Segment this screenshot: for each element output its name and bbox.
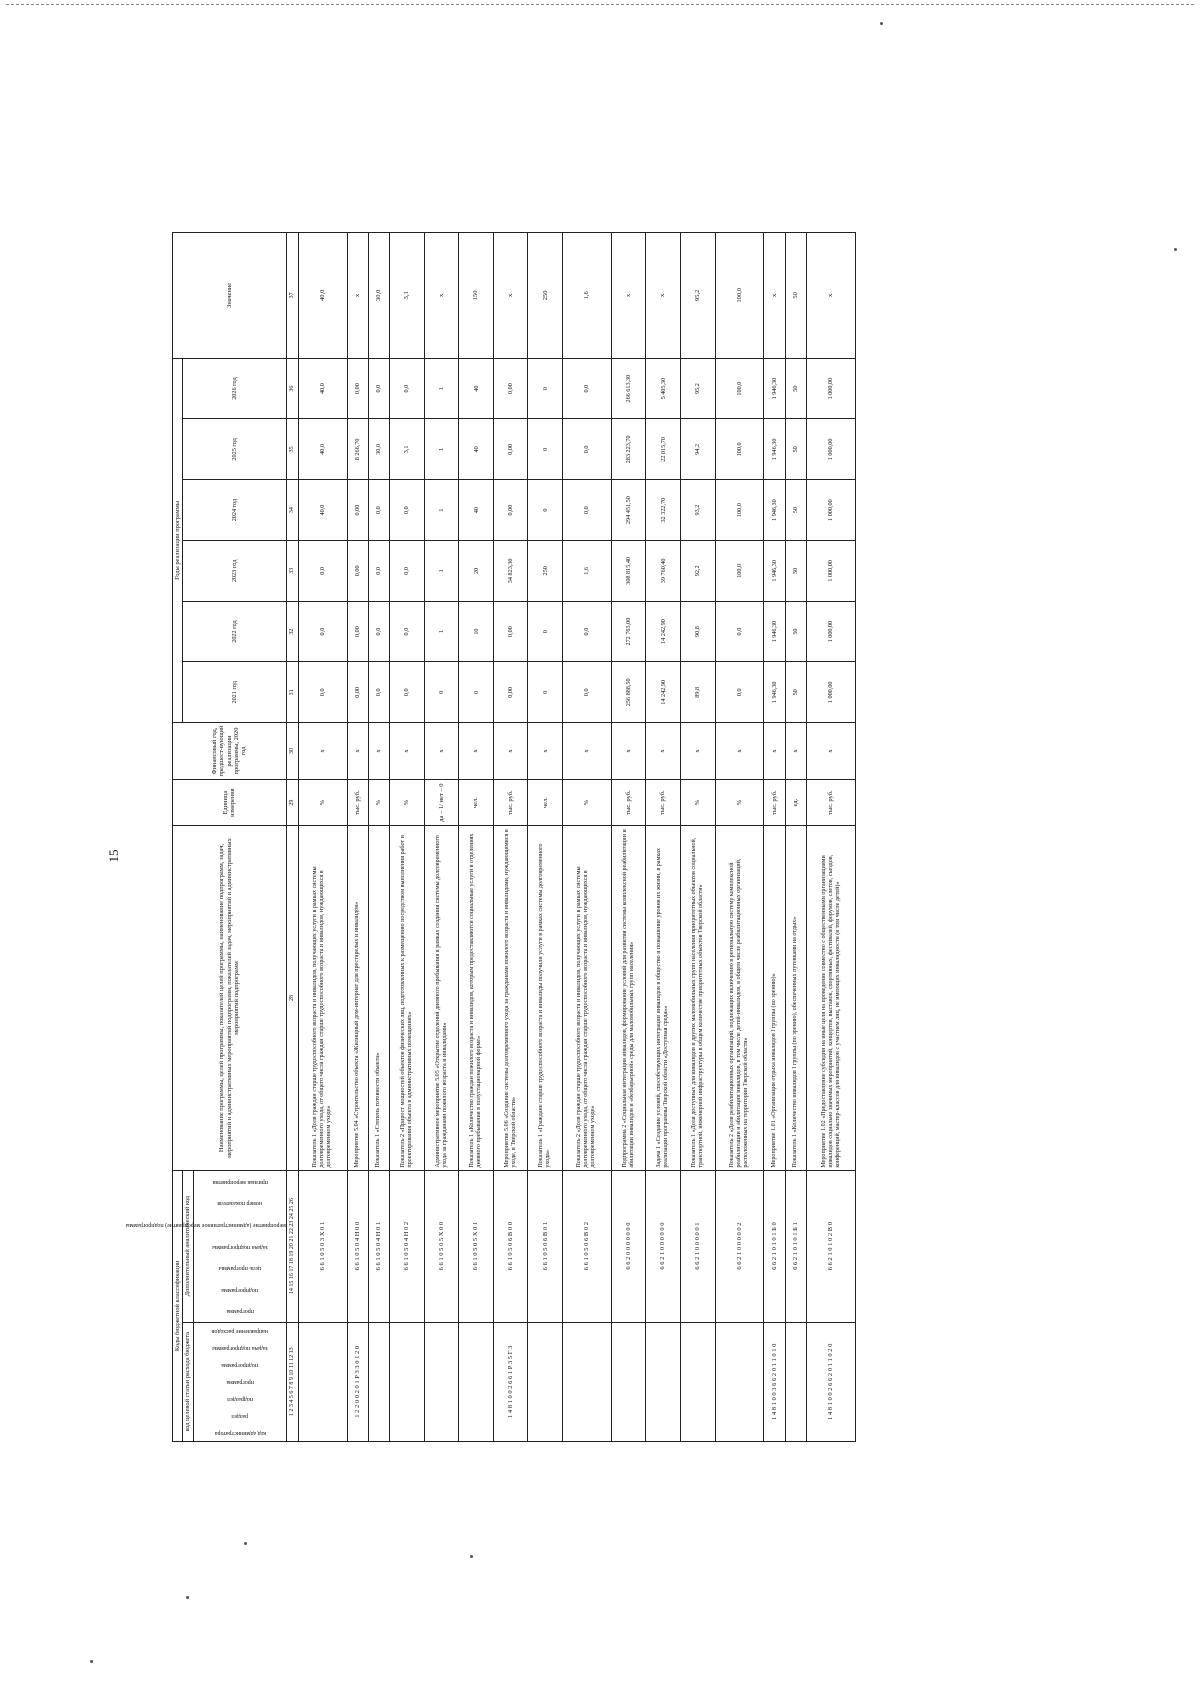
table-row (563, 233, 612, 1442)
year-header: 2024 год (183, 480, 286, 541)
scan-speck (90, 1660, 93, 1663)
year-value-cell: 8 266,70 (347, 419, 368, 480)
year-value-cell: 0,0 (563, 419, 612, 480)
additional-code-cell: 6 6 1 0 5 0 4 Н 0 1 (368, 1170, 389, 1322)
table-row (368, 233, 389, 1442)
additional-code-header: Дополнительный аналитический код (183, 1170, 193, 1322)
year-value-cell: 100,0 (715, 419, 764, 480)
additional-code-cell: 6 6 2 1 0 1 0 2 В 0 (807, 1170, 856, 1322)
year-value-cell: 0,0 (368, 540, 389, 601)
row-name-cell: Мероприятие 5.06 «Создание системы долговременного ухода за гражданами пожилого возраста и инвалидами, нуждающимися в уходе, в Тверской области» (493, 826, 528, 1170)
column-number: 32 (286, 601, 298, 662)
target-value-cell: х (347, 233, 368, 359)
year-value-cell: 1,6 (563, 540, 612, 601)
year-value-cell: 0,0 (390, 358, 425, 419)
column-number: 37 (286, 233, 298, 359)
table-row (785, 233, 806, 1442)
row-name-cell: Мероприятие 1.01 «Организация отдыха инвалидов I группы (по зрению)» (764, 826, 785, 1170)
target-value-cell: 150 (459, 233, 494, 359)
year-value-cell: 1 000,00 (807, 419, 856, 480)
fin-year-cell: х (807, 723, 856, 780)
year-value-cell: 50 (785, 419, 806, 480)
scan-speck (244, 1542, 247, 1545)
additional-code-cell: 6 6 1 0 5 0 4 Н 0 2 (390, 1170, 425, 1322)
row-name-cell: Показатель 2 «Доля реабилитационных организаций, подлежащих включению в региональную систему комплексной реабилитации и абилитации инвалидов, в том числе детей-инвалидов, в общем числе реабилитационных организаций, расположенных на территории Тверской области» (715, 826, 764, 1170)
budget-code-cell (298, 1322, 347, 1441)
year-value-cell: 0,00 (493, 419, 528, 480)
year-value-cell: 1 000,00 (807, 540, 856, 601)
budget-code-cell: 1 2 2 0 0 2 0 1 Р 3 3 0 1 2 0 (347, 1322, 368, 1441)
year-value-cell: 0 (528, 480, 563, 541)
year-value-cell: 1 (424, 480, 459, 541)
year-value-cell: 92,2 (681, 540, 716, 601)
target-value-cell: 250 (528, 233, 563, 359)
budget-code-cell (528, 1322, 563, 1441)
year-value-cell: 0,0 (563, 662, 612, 723)
year-value-cell: 256 888,50 (611, 662, 646, 723)
unit-cell: да – 1/ нет – 0 (424, 779, 459, 826)
year-value-cell: 14 242,90 (646, 662, 681, 723)
fin-year-cell: х (347, 723, 368, 780)
year-value-cell: 10 (459, 601, 494, 662)
budget-code-cell: 1 4 8 1 0 0 2 6 6 1 Р 3 5 Г 3 (493, 1322, 528, 1441)
unit-cell: % (563, 779, 612, 826)
row-name-cell: Показатель 1 «Доля граждан старше трудоспособного возраста и инвалидов, получающих услуги в рамках системы долговременного ухода, от общего числа граждан старше трудоспособного возраста и инвалидов, нуждающихся в долговременном уходе» (298, 826, 347, 1170)
additional-code-cell: 6 6 1 0 5 0 4 Н 0 0 (347, 1170, 368, 1322)
additional-code-cell: 6 6 2 1 0 0 0 0 0 1 (681, 1170, 716, 1322)
additional-code-cell: 6 6 1 0 5 0 5 Х 0 1 (459, 1170, 494, 1322)
column-number: 35 (286, 419, 298, 480)
table-body (286, 233, 855, 1442)
year-value-cell: 1 946,30 (764, 662, 785, 723)
year-value-cell: 0,0 (715, 601, 764, 662)
year-value-cell: 100,0 (715, 480, 764, 541)
year-value-cell: 50 (785, 662, 806, 723)
year-value-cell: 50 (785, 358, 806, 419)
year-value-cell: 100,0 (715, 358, 764, 419)
row-name-cell: Административное мероприятие 5.05 «Открытие отделений дневного пребывания в рамках создания системы долговременного ухода за гражданами пожилого возраста и инвалидами» (424, 826, 459, 1170)
year-value-cell: 14 242,90 (646, 601, 681, 662)
column-number: 29 (286, 779, 298, 826)
unit-cell: тыс. руб. (611, 779, 646, 826)
target-value-cell: 30,0 (368, 233, 389, 359)
additional-code-cell: 6 6 1 0 5 0 6 В 0 2 (563, 1170, 612, 1322)
year-value-cell: 0,00 (493, 480, 528, 541)
name-column-header: Наименование программы, целей программы, показателей целей программы, наименование подпрограмм, задач, мероприятий и административных мероприятий подпрограмм, показателей задач, мероприятий и административных мероприятий подпрограмм (173, 826, 287, 1170)
year-value-cell: 0,00 (493, 358, 528, 419)
year-value-cell: 40,0 (298, 480, 347, 541)
year-value-cell: 250 (528, 540, 563, 601)
year-header: 2022 год (183, 601, 286, 662)
year-value-cell: 1 946,30 (764, 540, 785, 601)
table-row (528, 233, 563, 1442)
target-value-cell: 1,6 (563, 233, 612, 359)
fin-year-cell: х (298, 723, 347, 780)
year-header: 2025 год (183, 419, 286, 480)
year-value-cell: 0,00 (347, 662, 368, 723)
column-number: 34 (286, 480, 298, 541)
code-subheader: номер показателя (217, 1200, 263, 1207)
table-row (347, 233, 368, 1442)
budget-code-cell (390, 1322, 425, 1441)
year-value-cell: 50 (785, 601, 806, 662)
year-value-cell: 3,1 (390, 419, 425, 480)
target-value-cell: 40,0 (298, 233, 347, 359)
scan-edge-line (6, 4, 1194, 6)
page-number: 15 (106, 849, 121, 863)
year-value-cell: 0,0 (298, 662, 347, 723)
year-value-cell: 50 (785, 480, 806, 541)
year-value-cell: 0,00 (347, 480, 368, 541)
table-row (459, 233, 494, 1442)
year-value-cell: 1 946,30 (764, 480, 785, 541)
year-value-cell: 0,0 (390, 540, 425, 601)
budget-code-cell (563, 1322, 612, 1441)
target-value-cell: х (764, 233, 785, 359)
target-value-cell: 50 (785, 233, 806, 359)
year-value-cell: 0,0 (368, 480, 389, 541)
budget-code-cell (715, 1322, 764, 1441)
scan-speck (880, 22, 883, 25)
budget-code-cell: 1 4 8 1 0 0 3 6 6 2 0 1 1 0 1 0 (764, 1322, 785, 1441)
year-value-cell: 0 (424, 662, 459, 723)
table-row (764, 233, 785, 1442)
year-value-cell: 40,0 (298, 358, 347, 419)
unit-cell: % (715, 779, 764, 826)
year-value-cell: 40 (459, 358, 494, 419)
year-value-cell: 30,0 (368, 419, 389, 480)
year-value-cell: 40 (459, 480, 494, 541)
fin-year-cell: х (528, 723, 563, 780)
year-value-cell: 1 946,30 (764, 358, 785, 419)
code-subheader: программа (225, 1379, 254, 1386)
program-table (125, 232, 856, 1442)
scan-speck (1174, 248, 1177, 251)
additional-code-cell: 6 6 2 1 0 0 0 0 0 2 (715, 1170, 764, 1322)
year-value-cell: 32 322,70 (646, 480, 681, 541)
budget-code-cell (424, 1322, 459, 1441)
code-subheader: раздел (231, 1413, 249, 1420)
fin-year-cell: х (390, 723, 425, 780)
year-value-cell: 0,00 (493, 601, 528, 662)
budget-code-cell (368, 1322, 389, 1441)
row-name-cell: Мероприятие 1.02 «Предоставление субсидии на иные цели на проведение совместно с общественными организациями инвалидов социально значимых мероприятий, концертов, выставок, спортивных, фестивалей, форумов, слетов, съездов, конференций, мастер-классов для инвалидов с участием лиц, не имеющих инвалидности (в том числе детей)» (807, 826, 856, 1170)
year-value-cell: 0,0 (368, 662, 389, 723)
table-row (493, 233, 528, 1442)
year-value-cell: 40 (459, 419, 494, 480)
year-value-cell: 0,0 (390, 601, 425, 662)
codes-group-header: Коды бюджетной классификации (173, 1170, 183, 1441)
budget-code-cell (459, 1322, 494, 1441)
year-value-cell: 0,00 (493, 662, 528, 723)
year-value-cell: 94,2 (681, 419, 716, 480)
table-row (681, 233, 716, 1442)
unit-cell: % (390, 779, 425, 826)
year-value-cell: 0,0 (298, 601, 347, 662)
code-subheader: подпрограмма (221, 1362, 259, 1369)
target-value-cell: х (611, 233, 646, 359)
additional-code-cell: 6 6 1 0 5 0 6 В 0 0 (493, 1170, 528, 1322)
row-name-cell: Показатель 1 «Граждане старше трудоспособного возраста и инвалиды получили услуги в рамках системы долговременного ухода» (528, 826, 563, 1170)
row-name-cell: Показатель 1 «Доля доступных для инвалидов и других маломобильных групп населения приоритетных объектов социальной, транспортной, инженерной инфраструктуры в общем количестве приоритетных объектов Тверской области» (681, 826, 716, 1170)
target-article-header: код целевой статьи расхода бюджета (183, 1322, 193, 1441)
year-header: 2026 год (183, 358, 286, 419)
additional-code-cell: 6 6 1 0 5 0 3 Х 0 1 (298, 1170, 347, 1322)
column-numbers-text: 1 2 3 4 5 6 7 8 9 10 11 12 13 (288, 1347, 295, 1417)
additional-code-cell: 6 6 2 0 0 0 0 0 0 0 (611, 1170, 646, 1322)
budget-code-subheaders (193, 1322, 286, 1441)
target-value-cell: х (807, 233, 856, 359)
target-value-cell: х (646, 233, 681, 359)
year-value-cell: 1 000,00 (807, 662, 856, 723)
year-value-cell: 20 (459, 540, 494, 601)
year-value-cell: 39 760,40 (646, 540, 681, 601)
fin-year-cell: х (646, 723, 681, 780)
fin-year-cell: х (715, 723, 764, 780)
year-value-cell: 1 000,00 (807, 358, 856, 419)
code-subheader: цель программы (218, 1265, 261, 1272)
year-value-cell: 0,0 (368, 601, 389, 662)
unit-cell: ед. (785, 779, 806, 826)
year-value-cell: 90,8 (681, 601, 716, 662)
year-value-cell: 0 (528, 662, 563, 723)
additional-code-cell: 6 6 2 1 0 1 0 1 Б 1 (785, 1170, 806, 1322)
column-numbers-additional (286, 1170, 298, 1322)
target-value-cell: 100,0 (715, 233, 764, 359)
year-value-cell: 95,2 (681, 358, 716, 419)
unit-cell: тыс. руб. (646, 779, 681, 826)
additional-code-cell: 6 6 2 1 0 0 0 0 0 0 (646, 1170, 681, 1322)
budget-code-cell (611, 1322, 646, 1441)
additional-code-cell: 6 6 1 0 5 0 6 В 0 1 (528, 1170, 563, 1322)
code-subheader: задача подпрограммы (211, 1345, 268, 1352)
value-column-header: Значение (173, 233, 287, 359)
code-subheader: код администратора (214, 1429, 266, 1436)
year-value-cell: 0,00 (347, 540, 368, 601)
column-number: 28 (286, 826, 298, 1170)
scan-speck (186, 1596, 189, 1599)
year-value-cell: 1 000,00 (807, 480, 856, 541)
column-numbers-budget (286, 1322, 298, 1441)
column-number: 31 (286, 662, 298, 723)
row-name-cell: Показатель 2 «Прирост мощностей объектов физических лиц, подготовленных к размещению посредством выполнения работ и проектирования объекта в административных помещениях» (390, 826, 425, 1170)
budget-code-cell: 1 4 8 1 0 0 2 6 6 2 0 1 1 0 2 0 (807, 1322, 856, 1441)
table-row (807, 233, 856, 1442)
year-value-cell: 0 (528, 358, 563, 419)
year-value-cell: 100,0 (715, 540, 764, 601)
code-subheader: мероприятие (административное мероприятие) подпрограммы (125, 1222, 286, 1229)
year-value-cell: 0,00 (347, 601, 368, 662)
year-value-cell: 0,0 (368, 358, 389, 419)
year-header: 2023 год (183, 540, 286, 601)
year-value-cell: 272 763,00 (611, 601, 646, 662)
year-value-cell: 0,00 (347, 358, 368, 419)
year-value-cell: 1 946,30 (764, 419, 785, 480)
code-subheader: направление расходов (211, 1328, 268, 1335)
year-value-cell: 1 (424, 540, 459, 601)
year-value-cell: 22 015,70 (646, 419, 681, 480)
year-value-cell: 89,8 (681, 662, 716, 723)
fin-year-cell: х (368, 723, 389, 780)
additional-code-cell: 6 6 2 1 0 1 0 1 Б 0 (764, 1170, 785, 1322)
unit-column-header: Единица измерения (173, 779, 287, 826)
unit-cell: тыс. руб. (764, 779, 785, 826)
code-subheader: программа (225, 1308, 254, 1315)
budget-code-cell (785, 1322, 806, 1441)
year-value-cell: 93,2 (681, 480, 716, 541)
scan-speck (470, 1555, 473, 1558)
year-value-cell: 1 (424, 601, 459, 662)
fin-year-cell: х (764, 723, 785, 780)
year-value-cell: 308 815,40 (611, 540, 646, 601)
unit-cell: тыс. руб. (807, 779, 856, 826)
column-number: 36 (286, 358, 298, 419)
row-name-cell: Показатель 1 «Степень готовности объекта» (368, 826, 389, 1170)
code-subheader: задача подпрограммы (211, 1243, 268, 1250)
year-value-cell: 0,0 (563, 601, 612, 662)
fin-year-cell: х (611, 723, 646, 780)
column-number: 33 (286, 540, 298, 601)
year-value-cell: 0,0 (390, 480, 425, 541)
budget-code-cell (681, 1322, 716, 1441)
unit-cell: % (298, 779, 347, 826)
rotated-table-frame (125, 232, 856, 1442)
row-name-cell: Мероприятие 5.04 «Строительство объекта «Жилищный дом-интернат для престарелых и инвалидов» (347, 826, 368, 1170)
year-value-cell: 0,0 (715, 662, 764, 723)
year-value-cell: 50 (785, 540, 806, 601)
year-value-cell: 1 000,00 (807, 601, 856, 662)
unit-cell: чел. (528, 779, 563, 826)
column-number: 30 (286, 723, 298, 780)
table-row (715, 233, 764, 1442)
unit-cell: тыс. руб. (493, 779, 528, 826)
column-numbers-text: 14 15 16 17 18 19 20 21 22 23 24 25 26 (288, 1198, 295, 1295)
years-group-header: Годы реализации программы (173, 358, 183, 722)
year-value-cell: 283 223,70 (611, 419, 646, 480)
budget-code-cell (646, 1322, 681, 1441)
year-value-cell: 5 405,30 (646, 358, 681, 419)
year-value-cell: 266 613,30 (611, 358, 646, 419)
code-subheader: подраздел (226, 1396, 253, 1403)
unit-cell: чел. (459, 779, 494, 826)
additional-code-cell: 6 6 1 0 5 0 5 Х 0 0 (424, 1170, 459, 1322)
table-row (424, 233, 459, 1442)
year-value-cell: 40,0 (298, 419, 347, 480)
year-value-cell: 0,0 (390, 662, 425, 723)
fin-year-cell: х (424, 723, 459, 780)
target-value-cell: х (424, 233, 459, 359)
table-row (298, 233, 347, 1442)
table-row (611, 233, 646, 1442)
fin-year-cell: х (493, 723, 528, 780)
target-value-cell: 95,2 (681, 233, 716, 359)
row-name-cell: Показатель 1 «Количество инвалидов I группы (по зрению), обеспеченных путевками на отдых» (785, 826, 806, 1170)
year-value-cell: 0,0 (563, 358, 612, 419)
row-name-cell: Показатель 1 «Количество граждан пожилого возраста и инвалидов, которым предоставляются социальные услуги в отделениях дневного пребывания в полустационарной форме» (459, 826, 494, 1170)
year-value-cell: 34 823,30 (493, 540, 528, 601)
target-value-cell: 3,1 (390, 233, 425, 359)
year-value-cell: 1 946,30 (764, 601, 785, 662)
year-value-cell: 0 (528, 419, 563, 480)
landscape-page (125, 232, 856, 1442)
table-row (646, 233, 681, 1442)
row-name-cell: Задача 1 «Создание условий, способствующих интеграции инвалидов в общество и повышение уровня их жизни, в рамках реализации программы Тверской области «Доступная среда»» (646, 826, 681, 1170)
year-value-cell: 1 (424, 358, 459, 419)
column-number-row (286, 233, 298, 1442)
unit-cell: тыс. руб. (347, 779, 368, 826)
fin-year-column-header: Финансовый год, предшест-вующий реализации программы, 2020 год (173, 723, 287, 780)
unit-cell: % (368, 779, 389, 826)
fin-year-cell: х (785, 723, 806, 780)
fin-year-cell: х (563, 723, 612, 780)
year-value-cell: 0 (459, 662, 494, 723)
year-value-cell: 0 (528, 601, 563, 662)
fin-year-cell: х (459, 723, 494, 780)
year-value-cell: 0,0 (298, 540, 347, 601)
year-value-cell: 294 451,50 (611, 480, 646, 541)
table-row (390, 233, 425, 1442)
target-value-cell: х (493, 233, 528, 359)
unit-cell: % (681, 779, 716, 826)
row-name-cell: Показатель 2 «Доля граждан старше трудоспособного возраста и инвалидов, получающих услуги в рамках системы долговременного ухода, от общего числа граждан старше трудоспособного возраста и инвалидов, нуждающихся в долговременном уходе» (563, 826, 612, 1170)
code-subheader: подпрограмма (221, 1286, 259, 1293)
year-value-cell: 0,0 (563, 480, 612, 541)
row-name-cell: Подпрограмма 2 «Социальная интеграция инвалидов, формирование условий для развития системы комплексной реабилитации и абилитации инвалидов и «безбарьерной» среды для маломобильных групп населения» (611, 826, 646, 1170)
year-header: 2021 год (183, 662, 286, 723)
code-subheader: признак мероприятия (212, 1178, 268, 1185)
fin-year-cell: х (681, 723, 716, 780)
year-value-cell: 1 (424, 419, 459, 480)
